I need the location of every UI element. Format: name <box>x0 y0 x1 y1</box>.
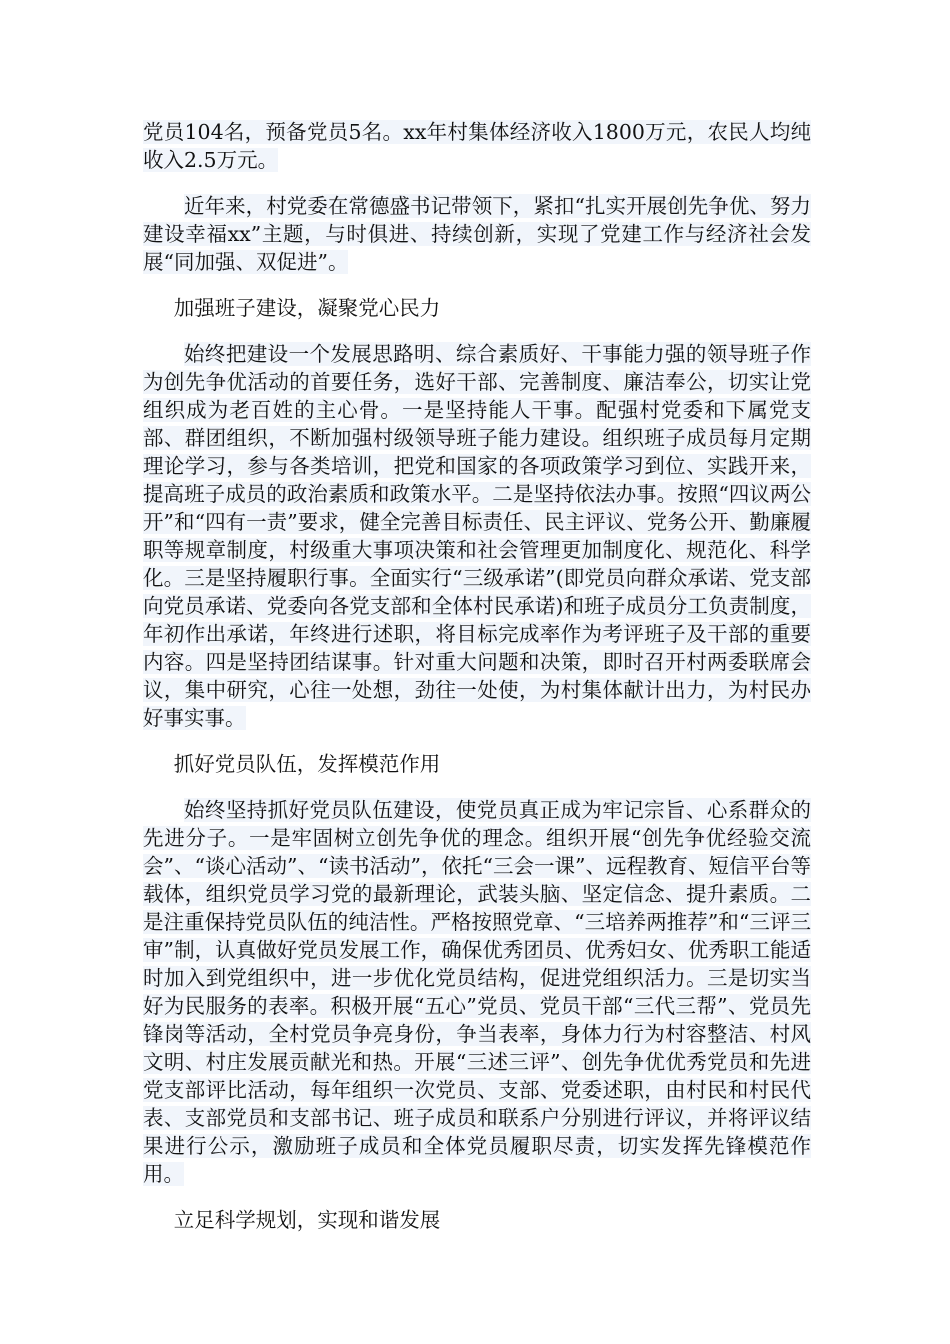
body-paragraph <box>143 340 811 732</box>
paragraph-text: 始终把建设一个发展思路明、综合素质好、干事能力强的领导班子作为创先争优活动的首要任务，选好干部、完善制度、廉洁奉公，切实让党组织成为老百姓的主心骨。一是坚持能人干事。配强村党委和下属党支部、群团组织，不断加强村级领导班子能力建设。组织班子成员每月定期理论学习，参与各类培训，把党和国家的各项政策学习到位、实践开来，提高班子成员的政治素质和政策水平。二是坚持依法办事。按照“四议两公开”和“四有一责”要求，健全完善目标责任、民主评议、党务公开、勤廉履职等规章制度，村级重大事项决策和社会管理更加制度化、规范化、科学化。三是坚持履职行事。全面实行“三级承诺”(即党员向群众承诺、党支部向党员承诺、党委向各党支部和全体村民承诺)和班子成员分工负责制度，年初作出承诺，年终进行述职，将目标完成率作为考评班子及干部的重要内容。四是坚持团结谋事。针对重大问题和决策，即时召开村两委联席会议，集中研究，心往一处想，劲往一处使，为村集体献计出力，为村民办好事实事。 <box>143 342 811 730</box>
paragraph-text: 近年来，村党委在常德盛书记带领下，紧扣“扎实开展创先争优、努力建设幸福xx”主题，与时俱进、持续创新，实现了党建工作与经济社会发展“同加强、双促进”。 <box>143 194 811 274</box>
body-paragraph <box>143 192 811 276</box>
document-page <box>143 118 811 1252</box>
paragraph-text: 始终坚持抓好党员队伍建设，使党员真正成为牢记宗旨、心系群众的先进分子。一是牢固树立创先争优的理念。组织开展“创先争优经验交流会”、“谈心活动”、“读书活动”，依托“三会一课”、远程教育、短信平台等载体，组织党员学习党的最新理论，武装头脑、坚定信念、提升素质。二是注重保持党员队伍的纯洁性。严格按照党章、“三培养两推荐”和“三评三审”制，认真做好党员发展工作，确保优秀团员、优秀妇女、优秀职工能适时加入到党组织中，进一步优化党员结构，促进党组织活力。三是切实当好为民服务的表率。积极开展“五心”党员、党员干部“三代三帮”、党员先锋岗等活动，全村党员争亮身份，争当表率，身体力行为村容整洁、村风文明、村庄发展贡献光和热。开展“三述三评”、创先争优优秀党员和先进党支部评比活动，每年组织一次党员、支部、党委述职，由村民和村民代表、支部党员和支部书记、班子成员和联系户分别进行评议，并将评议结果进行公示，激励班子成员和全体党员履职尽责，切实发挥先锋模范作用。 <box>143 798 811 1186</box>
section-heading: 抓好党员队伍，发挥模范作用 <box>173 752 441 776</box>
section-heading: 加强班子建设，凝聚党心民力 <box>173 296 441 320</box>
body-paragraph <box>143 118 811 174</box>
section-heading: 立足科学规划，实现和谐发展 <box>173 1208 441 1232</box>
body-paragraph <box>143 796 811 1188</box>
paragraph-text: 党员104名，预备党员5名。xx年村集体经济收入1800万元，农民人均纯收入2.5万元。 <box>143 120 811 172</box>
